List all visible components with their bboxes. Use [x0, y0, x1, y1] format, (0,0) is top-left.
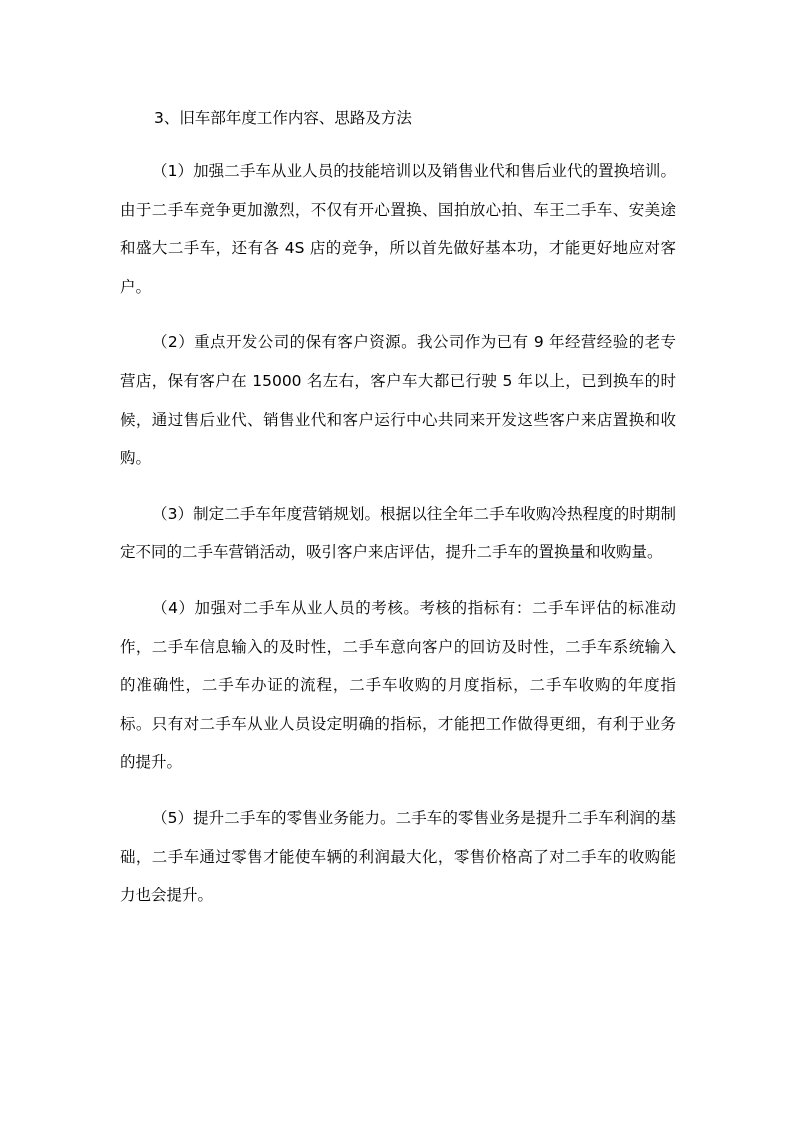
paragraph-5: （5）提升二手车的零售业务能力。二手车的零售业务是提升二手车利润的基础，二手车通过零售才能使车辆的利润最大化，零售价格高了对二手车的收购能力也会提升。: [120, 808, 676, 905]
document-body: [120, 100, 676, 915]
paragraph-4: （4）加强对二手车从业人员的考核。考核的指标有：二手车评估的标准动作，二手车信息输入的及时性，二手车意向客户的回访及时性，二手车系统输入的准确性，二手车办证的流程，二手车收购的月度指标，二手车收购的年度指标。只有对二手车从业人员设定明确的指标，才能把工作做得更细，有利于业务的提升。: [120, 598, 676, 772]
paragraph-2: （2）重点开发公司的保有客户资源。我公司作为已有 9 年经营经验的老专营店，保有客户在 15000 名左右，客户车大都已行驶 5 年以上，已到换车的时候，通过售后业代、销售业代和客户运行中心共同来开发这些客户来店置换和收购。: [120, 333, 676, 468]
paragraph-1: （1）加强二手车从业人员的技能培训以及销售业代和售后业代的置换培训。由于二手车竞争更加激烈，不仅有开心置换、国拍放心拍、车王二手车、安美途和盛大二手车，还有各 4S 店的竞争，所以首先做好基本功，才能更好地应对客户。: [120, 162, 676, 296]
section-heading: 3、旧车部年度工作内容、思路及方法: [154, 109, 412, 127]
paragraph-3: （3）制定二手车年度营销规划。根据以往全年二手车收购冷热程度的时期制定不同的二手车营销活动，吸引客户来店评估，提升二手车的置换量和收购量。: [120, 504, 676, 562]
